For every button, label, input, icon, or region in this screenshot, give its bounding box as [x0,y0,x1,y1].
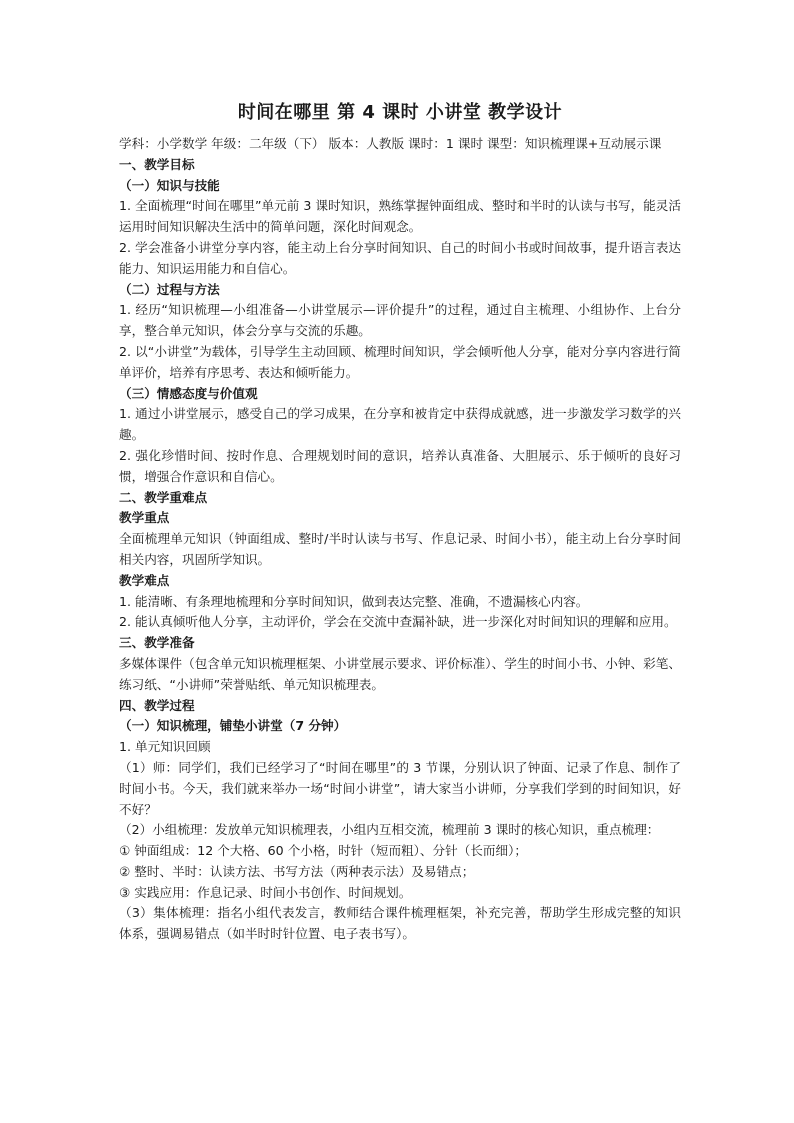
subsection-heading-difficulty: 教学难点 [119,572,170,588]
paragraph: 1. 通过小讲堂展示，感受自己的学习成果，在分享和被肯定中获得成就感，进一步激发学习数学的兴趣。 [119,406,681,443]
list-item: ③ 实践应用：作息记录、时间小书创作、时间规划。 [119,884,412,900]
paragraph: 2. 以“小讲堂”为载体，引导学生主动回顾、梳理时间知识，学会倾听他人分享，能对分享内容进行简单评价，培养有序思考、表达和倾听能力。 [119,343,681,380]
list-item: 1. 单元知识回顾 [119,739,211,755]
paragraph: （3）集体梳理：指名小组代表发言，教师结合课件梳理框架，补充完善，帮助学生形成完整的知识体系，强调易错点（如半时时针位置、电子表书写）。 [119,905,681,942]
list-item: ② 整时、半时：认读方法、书写方法（两种表示法）及易错点； [119,863,475,879]
paragraph: 2. 能认真倾听他人分享，主动评价，学会在交流中查漏补缺，进一步深化对时间知识的理解和应用。 [119,614,677,630]
section-heading-key-points: 二、教学重难点 [119,489,208,505]
paragraph: （1）师：同学们，我们已经学习了“时间在哪里”的 3 节课，分别认识了钟面、记录了作息、制作了时间小书。今天，我们就来举办一场“时间小讲堂”，请大家当小讲师，分享我们学到的时间知识，好不好？ [119,759,681,817]
document-body [119,100,681,945]
subsection-heading-knowledge: （一）知识与技能 [119,177,220,193]
subsection-heading-process: （二）过程与方法 [119,281,220,297]
subsection-heading-review: （一）知识梳理，铺垫小讲堂（7 分钟） [119,718,347,734]
course-meta: 学科：小学数学 年级：二年级（下） 版本：人教版 课时：1 课时 课型：知识梳理课+互动展示课 [119,136,662,151]
section-heading-preparation: 三、教学准备 [119,635,195,651]
list-item: ① 钟面组成：12 个大格、60 个小格，时针（短而粗）、分针（长而细）； [119,843,527,859]
paragraph: 1. 全面梳理“时间在哪里”单元前 3 课时知识，熟练掌握钟面组成、整时和半时的认读与书写，能灵活运用时间知识解决生活中的简单问题，深化时间观念。 [119,198,681,235]
paragraph: （2）小组梳理：发放单元知识梳理表，小组内互相交流，梳理前 3 课时的核心知识，重点梳理： [119,822,660,838]
section-heading-process: 四、教学过程 [119,697,195,713]
paragraph: 2. 强化珍惜时间、按时作息、合理规划时间的意识，培养认真准备、大胆展示、乐于倾听的良好习惯，增强合作意识和自信心。 [119,447,681,484]
paragraph: 全面梳理单元知识（钟面组成、整时/半时认读与书写、作息记录、时间小书），能主动上台分享时间相关内容，巩固所学知识。 [119,531,681,567]
subsection-heading-key: 教学重点 [119,510,170,526]
section-heading-objectives: 一、教学目标 [119,156,195,172]
paragraph: 2. 学会准备小讲堂分享内容，能主动上台分享时间知识、自己的时间小书或时间故事，提升语言表达能力、知识运用能力和自信心。 [119,239,681,276]
paragraph: 1. 能清晰、有条理地梳理和分享时间知识，做到表达完整、准确，不遗漏核心内容。 [119,593,589,609]
paragraph: 多媒体课件（包含单元知识梳理框架、小讲堂展示要求、评价标准）、学生的时间小书、小钟、彩笔、练习纸、“小讲师”荣誉贴纸、单元知识梳理表。 [119,655,681,692]
subsection-heading-attitude: （三）情感态度与价值观 [119,385,258,401]
paragraph: 1. 经历“知识梳理—小组准备—小讲堂展示—评价提升”的过程，通过自主梳理、小组协作、上台分享，整合单元知识，体会分享与交流的乐趣。 [119,302,681,339]
document-title: 时间在哪里 第 4 课时 小讲堂 教学设计 [237,102,563,123]
